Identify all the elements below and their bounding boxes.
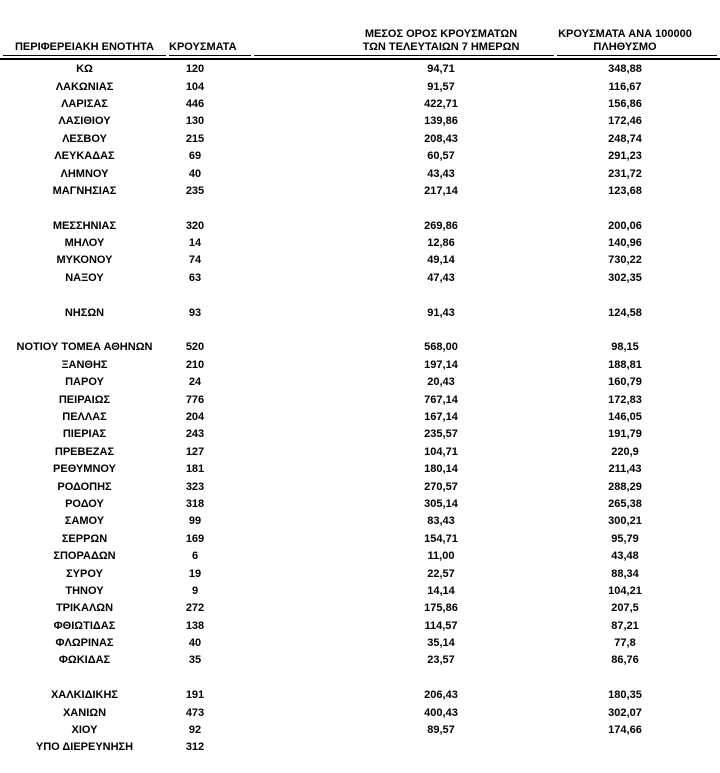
per-100k-cell: 200,06 <box>608 219 642 232</box>
per-100k-cell: 288,29 <box>608 480 642 493</box>
per-100k-cell: 300,21 <box>608 515 642 528</box>
region-cell: ΦΩΚΙΔΑΣ <box>58 654 111 667</box>
per-100k-cell: 248,74 <box>608 132 642 145</box>
spacer-cell <box>254 287 554 304</box>
region-cell: ΧΙΟΥ <box>71 724 98 737</box>
avg-7day-cell: 167,14 <box>424 411 458 423</box>
col-header-cases-label: ΚΡΟΥΣΜΑΤΑ <box>169 41 237 53</box>
per-100k-cell: 211,43 <box>608 463 642 476</box>
col-header-avg-7day <box>254 20 554 56</box>
col-header-per-100k-line2: ΠΛΗΘΥΣΜΟ <box>593 41 657 53</box>
cases-cell: 6 <box>191 550 199 563</box>
region-cell: ΝΗΣΩΝ <box>64 306 105 319</box>
table-row <box>3 374 717 391</box>
per-100k-cell: 348,88 <box>608 63 642 76</box>
table-row <box>3 148 717 165</box>
per-100k-cell: 146,05 <box>608 411 642 423</box>
table-row <box>3 235 717 252</box>
spacer-cell <box>557 287 717 304</box>
cases-cell: 318 <box>185 497 205 510</box>
avg-7day-cell: 104,71 <box>424 445 458 458</box>
avg-7day-cell: 217,14 <box>424 184 458 197</box>
table-row <box>3 426 717 443</box>
table-row <box>3 409 717 426</box>
region-cell: ΠΕΙΡΑΙΩΣ <box>58 393 111 406</box>
table-row <box>3 635 717 652</box>
cases-cell: 40 <box>188 637 202 650</box>
table-row <box>3 113 717 130</box>
per-100k-cell: 95,79 <box>611 532 639 545</box>
avg-7day-cell: 47,43 <box>427 271 455 284</box>
avg-7day-cell: 49,14 <box>427 254 455 267</box>
cases-cell: 243 <box>185 428 205 441</box>
per-100k-cell: 77,8 <box>614 637 636 650</box>
avg-7day-cell: 180,14 <box>424 463 458 476</box>
per-100k-cell: 207,5 <box>611 602 639 615</box>
spacer-cell <box>557 670 717 687</box>
region-cell: ΣΑΜΟΥ <box>64 515 105 528</box>
cases-cell: 446 <box>185 97 205 110</box>
cases-cell: 104 <box>185 80 205 93</box>
cases-cell: 127 <box>185 445 205 458</box>
cases-cell: 312 <box>185 741 205 754</box>
avg-7day-cell: 767,14 <box>424 393 458 406</box>
spacer-cell <box>169 322 251 339</box>
per-100k-cell: 98,15 <box>611 341 639 354</box>
cases-cell: 169 <box>185 532 205 545</box>
region-cell: ΦΘΙΩΤΙΔΑΣ <box>53 619 116 632</box>
spacer-row <box>3 200 717 217</box>
per-100k-cell: 172,83 <box>608 393 642 406</box>
per-100k-cell: 302,07 <box>608 706 642 719</box>
cases-cell: 19 <box>188 567 202 580</box>
region-cell: ΡΟΔΟΠΗΣ <box>57 480 112 493</box>
avg-7day-cell: 91,43 <box>427 306 455 319</box>
avg-7day-cell: 83,43 <box>427 515 455 528</box>
cases-cell: 40 <box>188 167 202 180</box>
region-cell: ΠΙΕΡΙΑΣ <box>62 428 107 441</box>
avg-7day-cell <box>254 739 554 756</box>
cases-cell: 776 <box>185 393 205 406</box>
spacer-cell <box>169 287 251 304</box>
region-cell: ΜΕΣΣΗΝΙΑΣ <box>52 219 117 232</box>
cases-cell: 120 <box>185 63 205 76</box>
table-row <box>3 548 717 565</box>
cases-cell: 191 <box>185 689 205 702</box>
region-cell: ΠΡΕΒΕΖΑΣ <box>54 445 115 458</box>
table-row <box>3 565 717 582</box>
cases-cell: 35 <box>188 654 202 667</box>
table-row <box>3 600 717 617</box>
region-cell: ΣΕΡΡΩΝ <box>61 532 108 545</box>
cases-cell: 520 <box>185 341 205 354</box>
region-cell: ΤΡΙΚΑΛΩΝ <box>55 602 114 615</box>
per-100k-cell: 302,35 <box>608 271 642 284</box>
header-thick-rule <box>0 58 720 61</box>
region-cell: ΛΗΜΝΟΥ <box>60 167 109 180</box>
table-row <box>3 739 717 756</box>
col-header-region-label: ΠΕΡΙΦΕΡΕΙΑΚΗ ΕΝΟΤΗΤΑ <box>14 41 154 53</box>
per-100k-cell: 172,46 <box>608 115 642 128</box>
table-row <box>3 131 717 148</box>
avg-7day-cell: 94,71 <box>427 63 455 76</box>
region-cell: ΣΥΡΟΥ <box>66 567 103 580</box>
table-row <box>3 339 717 356</box>
avg-7day-cell: 422,71 <box>424 97 458 110</box>
table-row <box>3 78 717 95</box>
cases-cell: 24 <box>188 376 202 389</box>
table-header <box>3 20 717 56</box>
cases-cell: 181 <box>185 463 205 476</box>
col-header-per-100k-line1: ΚΡΟΥΣΜΑΤΑ ΑΝΑ 100000 <box>558 28 692 40</box>
spacer-cell <box>169 200 251 217</box>
col-header-per-100k <box>557 20 717 56</box>
per-100k-cell: 730,22 <box>608 254 642 267</box>
region-cell: ΝΑΞΟΥ <box>65 271 104 284</box>
region-cell: ΛΕΥΚΑΔΑΣ <box>54 150 115 163</box>
per-100k-cell: 87,21 <box>611 619 639 632</box>
table-body <box>3 56 717 757</box>
avg-7day-cell: 197,14 <box>424 358 458 371</box>
region-cell: ΛΕΣΒΟΥ <box>62 132 107 145</box>
avg-7day-cell: 400,43 <box>424 706 458 719</box>
table-row <box>3 531 717 548</box>
avg-7day-cell: 305,14 <box>424 497 458 510</box>
avg-7day-cell: 175,86 <box>424 602 458 615</box>
table-row <box>3 391 717 408</box>
spacer-cell <box>254 670 554 687</box>
table-row <box>3 252 717 269</box>
per-100k-cell: 123,68 <box>608 184 642 197</box>
region-cell: ΥΠΟ ΔΙΕΡΕΥΝΗΣΗ <box>35 741 134 754</box>
per-100k-cell: 104,21 <box>608 584 642 597</box>
avg-7day-cell: 206,43 <box>424 689 458 702</box>
cases-cell: 69 <box>188 150 202 163</box>
col-header-avg-7day-line1: ΜΕΣΟΣ ΟΡΟΣ ΚΡΟΥΣΜΑΤΩΝ <box>364 28 518 40</box>
table-row <box>3 513 717 530</box>
table-row <box>3 96 717 113</box>
regional-cases-table <box>0 20 720 757</box>
spacer-cell <box>169 670 251 687</box>
per-100k-cell: 124,58 <box>608 306 642 319</box>
table-row <box>3 461 717 478</box>
region-cell: ΚΩ <box>76 63 93 76</box>
table-row <box>3 218 717 235</box>
avg-7day-cell: 60,57 <box>427 150 455 163</box>
cases-cell: 130 <box>185 115 205 128</box>
cases-cell: 93 <box>188 306 202 319</box>
spacer-cell <box>557 322 717 339</box>
cases-cell: 74 <box>188 254 202 267</box>
spacer-cell <box>3 670 166 687</box>
per-100k-cell: 220,9 <box>611 445 639 458</box>
region-cell: ΠΕΛΛΑΣ <box>62 411 107 423</box>
table-row <box>3 165 717 182</box>
region-cell: ΠΑΡΟΥ <box>65 376 104 389</box>
col-header-cases <box>169 20 251 56</box>
per-100k-cell: 291,23 <box>608 150 642 163</box>
cases-cell: 215 <box>185 132 205 145</box>
avg-7day-cell: 91,57 <box>427 80 455 93</box>
table-row <box>3 704 717 721</box>
avg-7day-cell: 12,86 <box>427 237 455 250</box>
per-100k-cell: 180,35 <box>608 689 642 702</box>
avg-7day-cell: 139,86 <box>424 115 458 128</box>
spacer-row <box>3 287 717 304</box>
per-100k-cell: 188,81 <box>608 358 642 371</box>
region-cell: ΡΕΘΥΜΝΟΥ <box>53 463 116 476</box>
spacer-cell <box>3 200 166 217</box>
per-100k-cell: 156,86 <box>608 97 642 110</box>
table-row <box>3 687 717 704</box>
cases-cell: 63 <box>188 271 202 284</box>
spacer-row <box>3 322 717 339</box>
region-cell: ΝΟΤΙΟΥ ΤΟΜΕΑ ΑΘΗΝΩΝ <box>16 341 153 354</box>
per-100k-cell <box>557 739 717 756</box>
spacer-cell <box>557 200 717 217</box>
table-row <box>3 357 717 374</box>
spacer-cell <box>3 287 166 304</box>
per-100k-cell: 88,34 <box>611 567 639 580</box>
avg-7day-cell: 269,86 <box>424 219 458 232</box>
cases-cell: 323 <box>185 480 205 493</box>
cases-cell: 92 <box>188 724 202 737</box>
avg-7day-cell: 22,57 <box>427 567 455 580</box>
cases-cell: 99 <box>188 515 202 528</box>
per-100k-cell: 116,67 <box>608 80 642 93</box>
header-row <box>3 20 717 56</box>
per-100k-cell: 43,48 <box>611 550 639 563</box>
per-100k-cell: 174,66 <box>608 724 642 737</box>
table-row <box>3 722 717 739</box>
col-header-avg-7day-line2: ΤΩΝ ΤΕΛΕΥΤΑΙΩΝ 7 ΗΜΕΡΩΝ <box>362 41 520 53</box>
avg-7day-cell: 114,57 <box>424 619 458 632</box>
table-row <box>3 496 717 513</box>
cases-cell: 320 <box>185 219 205 232</box>
avg-7day-cell: 208,43 <box>424 132 458 145</box>
avg-7day-cell: 35,14 <box>427 637 455 650</box>
cases-cell: 204 <box>185 411 205 423</box>
spacer-cell <box>254 322 554 339</box>
region-cell: ΛΑΣΙΘΙΟΥ <box>58 115 111 128</box>
spacer-row <box>3 670 717 687</box>
table-row <box>3 61 717 78</box>
cases-cell: 235 <box>185 184 205 197</box>
region-cell: ΜΑΓΝΗΣΙΑΣ <box>52 184 117 197</box>
spacer-cell <box>3 322 166 339</box>
avg-7day-cell: 89,57 <box>427 724 455 737</box>
cases-cell: 473 <box>185 706 205 719</box>
avg-7day-cell: 235,57 <box>424 428 458 441</box>
region-cell: ΞΑΝΘΗΣ <box>61 358 108 371</box>
spacer-cell <box>254 200 554 217</box>
avg-7day-cell: 11,00 <box>427 550 455 563</box>
table-row <box>3 270 717 287</box>
table-row <box>3 444 717 461</box>
per-100k-cell: 191,79 <box>608 428 642 441</box>
avg-7day-cell: 14,14 <box>427 584 455 597</box>
avg-7day-cell: 43,43 <box>427 167 455 180</box>
region-cell: ΣΠΟΡΑΔΩΝ <box>53 550 116 563</box>
region-cell: ΤΗΝΟΥ <box>65 584 104 597</box>
avg-7day-cell: 23,57 <box>427 654 455 667</box>
table-row <box>3 583 717 600</box>
avg-7day-cell: 568,00 <box>424 341 458 354</box>
region-cell: ΜΗΛΟΥ <box>64 237 105 250</box>
avg-7day-cell: 270,57 <box>424 480 458 493</box>
region-cell: ΧΑΝΙΩΝ <box>62 706 107 719</box>
region-cell: ΧΑΛΚΙΔΙΚΗΣ <box>50 689 119 702</box>
avg-7day-cell: 154,71 <box>424 532 458 545</box>
cases-cell: 9 <box>191 584 199 597</box>
per-100k-cell: 160,79 <box>608 376 642 389</box>
table-row <box>3 618 717 635</box>
per-100k-cell: 140,96 <box>608 237 642 250</box>
per-100k-cell: 231,72 <box>608 167 642 180</box>
avg-7day-cell: 20,43 <box>427 376 455 389</box>
region-cell: ΛΑΡΙΣΑΣ <box>61 97 108 110</box>
region-cell: ΡΟΔΟΥ <box>65 497 104 510</box>
table-row <box>3 478 717 495</box>
region-cell: ΛΑΚΩΝΙΑΣ <box>55 80 114 93</box>
table-row <box>3 304 717 321</box>
per-100k-cell: 265,38 <box>608 497 642 510</box>
cases-cell: 272 <box>185 602 205 615</box>
region-cell: ΜΥΚΟΝΟΥ <box>56 254 113 267</box>
cases-cell: 210 <box>185 358 205 371</box>
cases-cell: 14 <box>188 237 202 250</box>
table-row <box>3 652 717 669</box>
per-100k-cell: 86,76 <box>611 654 639 667</box>
cases-cell: 138 <box>185 619 205 632</box>
region-cell: ΦΛΩΡΙΝΑΣ <box>55 637 114 650</box>
col-header-region <box>3 20 166 56</box>
table-row <box>3 183 717 200</box>
